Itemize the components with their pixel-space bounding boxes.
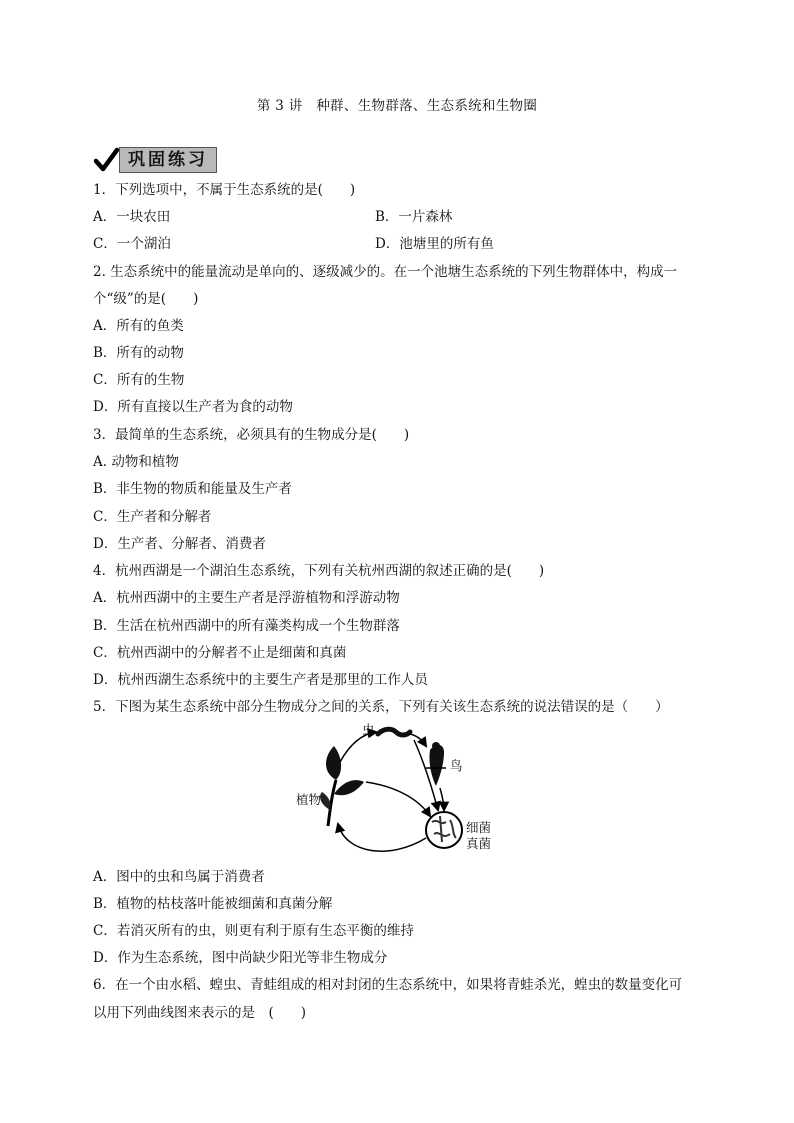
q1-option-c: C．一个湖泊 (93, 236, 171, 252)
q5-option-b: B．植物的枯枝落叶能被细菌和真菌分解 (93, 896, 333, 912)
q4-option-d: D．杭州西湖生态系统中的主要生产者是那里的工作人员 (93, 672, 428, 688)
page-title: 第 3 讲 种群、生物群落、生态系统和生物圈 (256, 98, 538, 114)
figure-label-bird: 鸟 (450, 758, 463, 773)
q1-options-row1 (93, 208, 493, 226)
q5-option-d: D．作为生态系统，图中尚缺少阳光等非生物成分 (93, 950, 388, 966)
ecosystem-diagram (290, 722, 500, 862)
q1-options-row2 (93, 235, 493, 253)
q1-stem: 1．下列选项中，不属于生态系统的是( ) (93, 182, 356, 198)
q4-option-c: C．杭州西湖中的分解者不止是细菌和真菌 (93, 645, 347, 661)
q5-stem: 5．下图为某生态系统中部分生物成分之间的关系，下列有关该生态系统的说法错误的是（ ） (93, 699, 669, 715)
q2-option-d: D．所有直接以生产者为食的动物 (93, 399, 293, 415)
q2-option-c: C．所有的生物 (93, 372, 185, 388)
q4-stem: 4．杭州西湖是一个湖泊生态系统，下列有关杭州西湖的叙述正确的是( ) (93, 563, 545, 579)
q5-option-c: C．若消灭所有的虫，则更有利于原有生态平衡的维持 (93, 923, 414, 939)
insect-icon (378, 729, 410, 735)
q3-option-a: A. 动物和植物 (93, 454, 179, 470)
figure-label-plant: 植物 (296, 792, 322, 807)
figure-label-bacteria: 细菌 (466, 820, 492, 835)
q3-option-b: B．非生物的物质和能量及生产者 (93, 481, 292, 497)
q6-stem-line2: 以用下列曲线图来表示的是 ( ) (93, 1005, 307, 1021)
section-banner-label: 巩固练习 (119, 147, 217, 173)
figure-label-fungi: 真菌 (466, 836, 492, 851)
q3-option-d: D．生产者、分解者、消费者 (93, 536, 266, 552)
q2-stem-line1: 2. 生态系统中的能量流动是单向的、逐级减少的。在一个池塘生态系统的下列生物群体中，构成一 (93, 264, 678, 280)
figure-label-insect: 虫 (362, 722, 375, 737)
q2-option-b: B．所有的动物 (93, 345, 184, 361)
q4-option-b: B．生活在杭州西湖中的所有藻类构成一个生物群落 (93, 618, 400, 634)
q2-stem-line2: 个“级”的是( ) (93, 291, 199, 307)
decomposer-icon (426, 812, 462, 848)
q2-option-a: A．所有的鱼类 (93, 318, 184, 334)
q4-option-a: A．杭州西湖中的主要生产者是浮游植物和浮游动物 (93, 590, 400, 606)
q1-option-a: A．一块农田 (93, 209, 171, 225)
q3-option-c: C．生产者和分解者 (93, 509, 212, 525)
q1-option-d: D．池塘里的所有鱼 (375, 236, 494, 252)
q3-stem: 3．最简单的生态系统，必须具有的生物成分是( ) (93, 427, 410, 443)
section-banner (93, 147, 223, 173)
checkmark-icon (93, 147, 119, 173)
q6-stem-line1: 6．在一个由水稻、蝗虫、青蛙组成的相对封闭的生态系统中，如果将青蛙杀光，蝗虫的数量变化可 (93, 977, 683, 993)
q1-option-b: B．一片森林 (375, 209, 453, 225)
q5-option-a: A．图中的虫和鸟属于消费者 (93, 869, 265, 885)
